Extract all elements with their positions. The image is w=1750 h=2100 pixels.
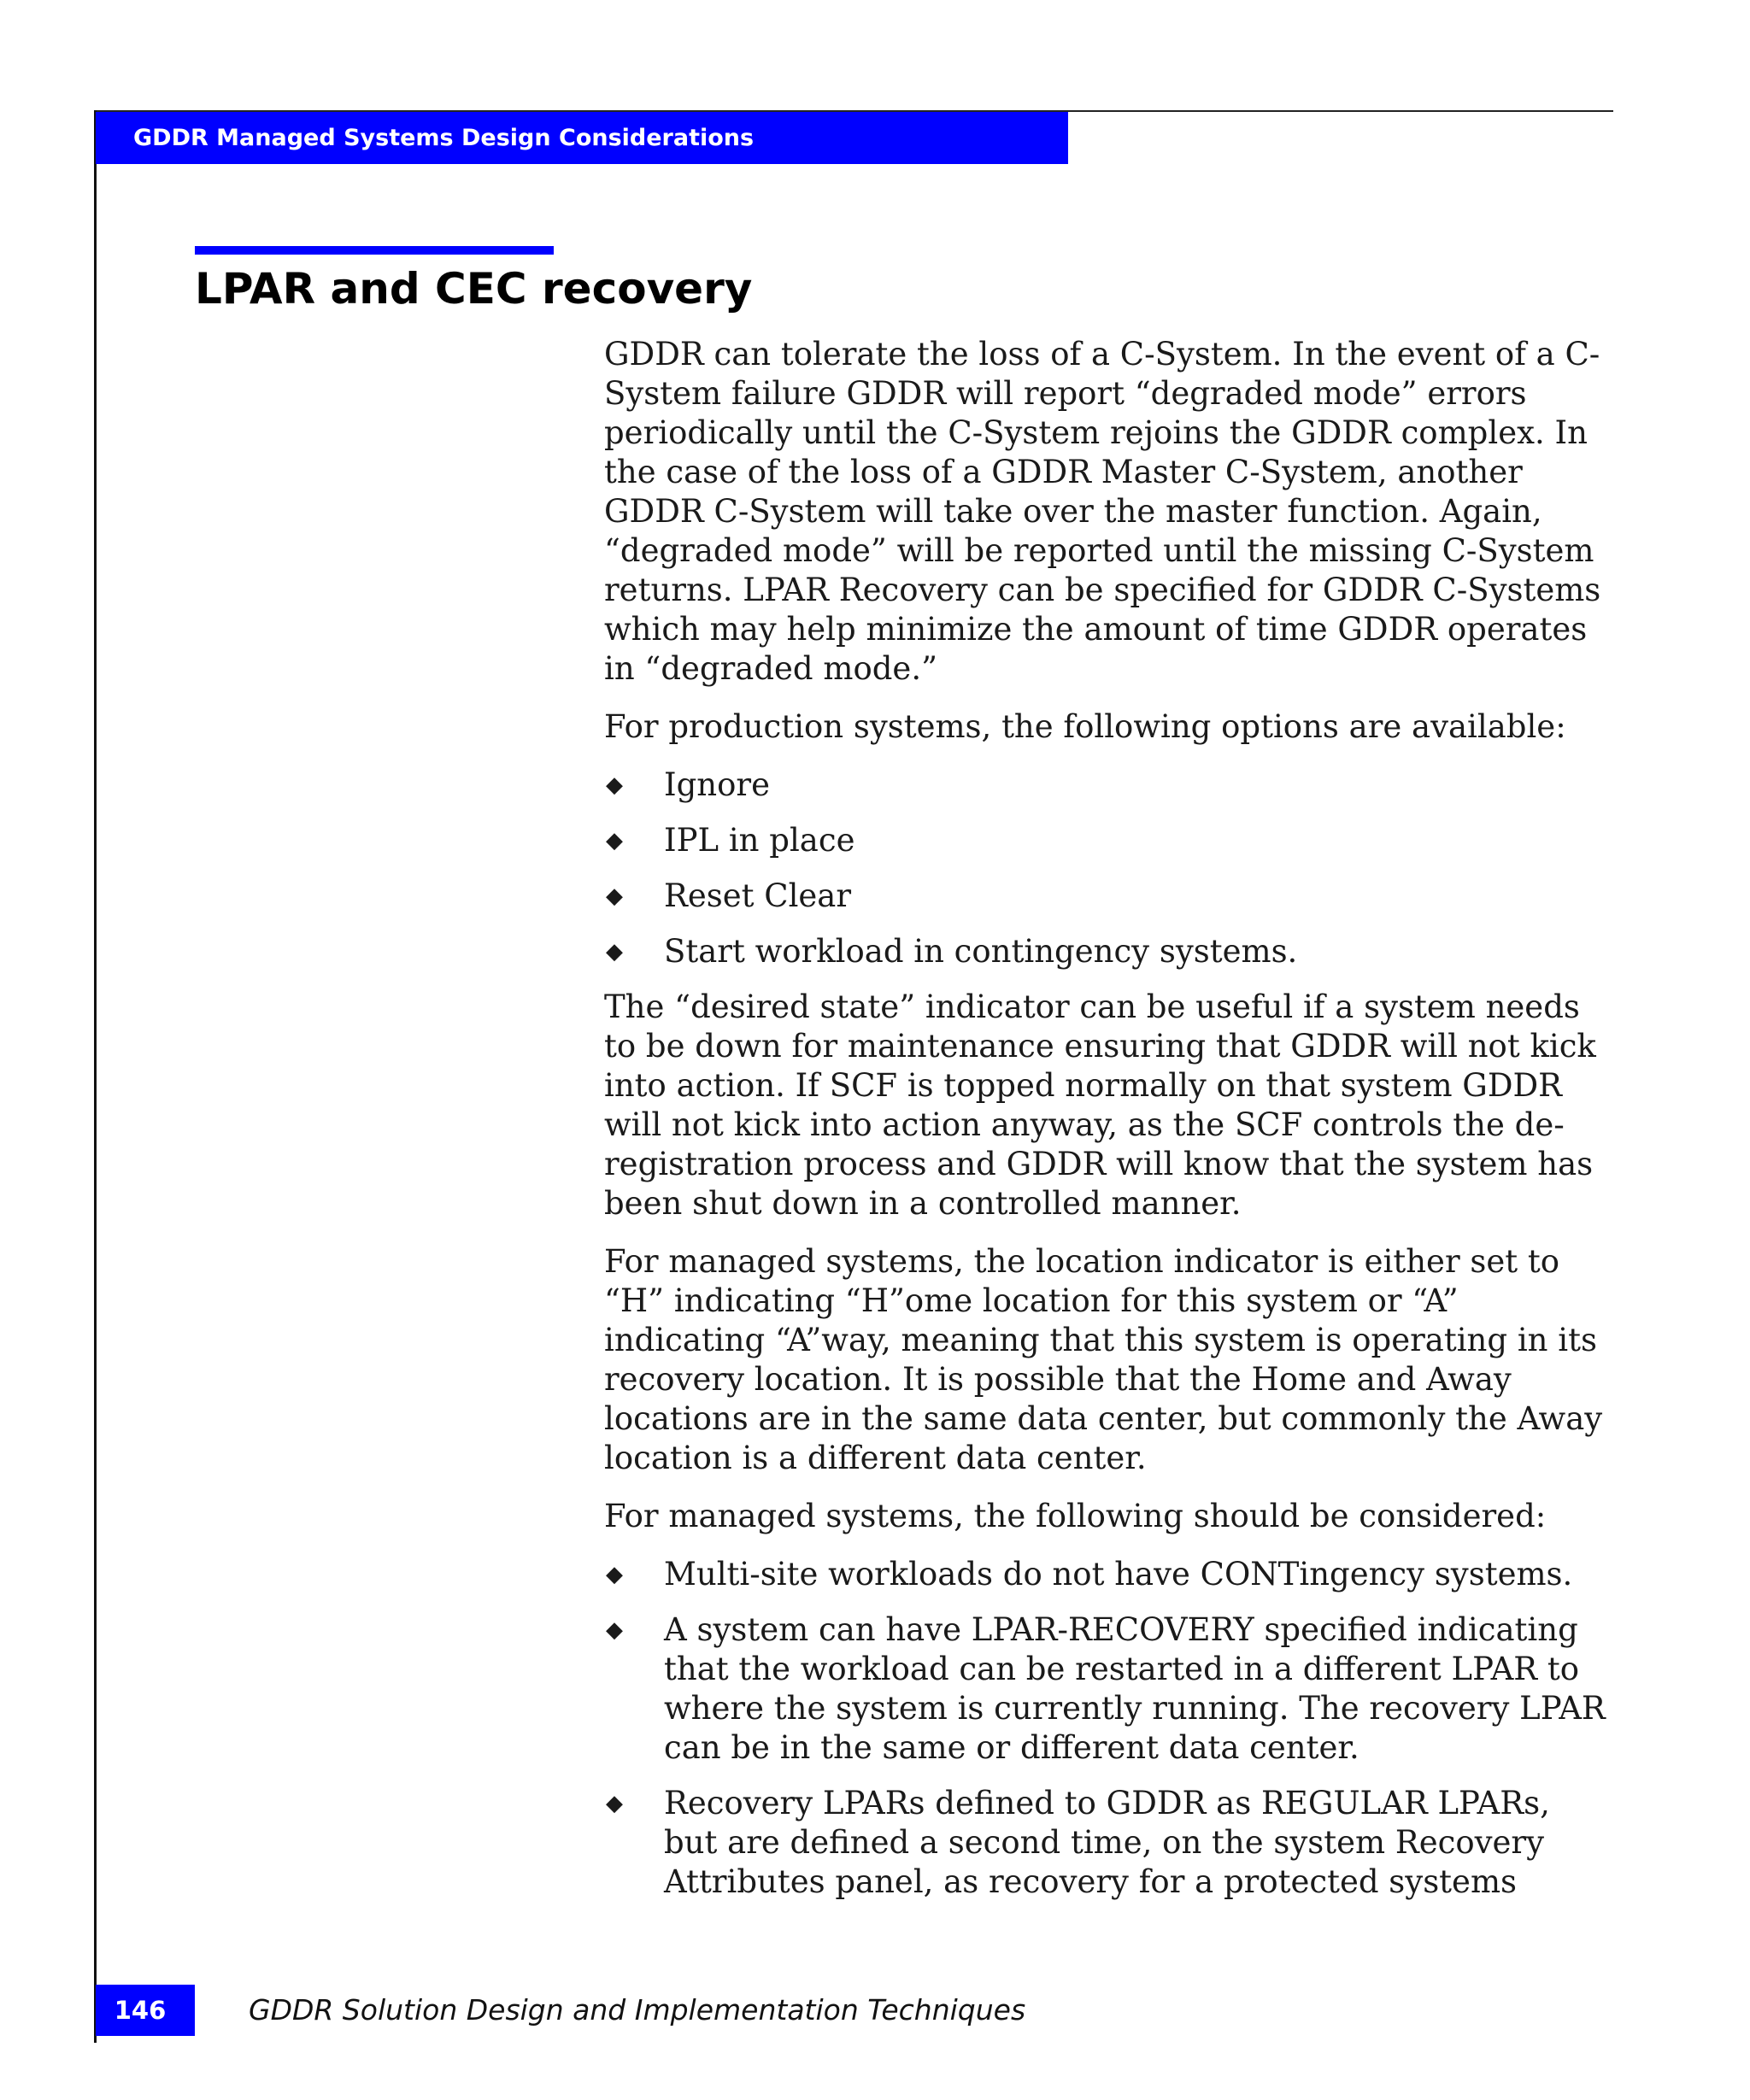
list-item — [604, 1555, 1612, 1594]
section-title: LPAR and CEC recovery — [195, 264, 753, 314]
diamond-bullet-icon: ◆ — [606, 772, 623, 798]
diamond-bullet-icon: ◆ — [606, 883, 623, 909]
list-item-text: IPL in place — [664, 822, 855, 859]
left-margin-rule — [94, 110, 97, 2043]
paragraph: For managed systems, the location indicator is either set to “H” indicating “H”ome location for this system or “A” indicating “A”way, meaning that this system is operating in its recovery location. It is possible that the Home and Away locations are in the same data center, but commonly the Away location is a different data center. — [604, 1243, 1603, 1476]
paragraph: GDDR can tolerate the loss of a C-System. In the event of a C-System failure GDDR will report “degraded mode” errors periodically until the C-System rejoins the GDDR complex. In the case of the loss of a GDDR Master C-System, another GDDR C-System will take over the master function. Again, “degraded mode” will be reported until the missing C-System returns. LPAR Recovery can be specified for GDDR C-Systems which may help minimize the amount of time GDDR operates in “degraded mode.” — [604, 336, 1601, 687]
list-item-text: Start workload in contingency systems. — [664, 933, 1298, 970]
diamond-bullet-icon: ◆ — [606, 1791, 623, 1816]
list-item-text: Recovery LPARs defined to GDDR as REGULAR LPARs, but are defined a second time, on the system Recovery Attributes panel, as recovery for a protected systems — [664, 1785, 1550, 1900]
diamond-bullet-icon: ◆ — [606, 1617, 623, 1643]
footer-book-title: GDDR Solution Design and Implementation Techniques — [249, 1993, 1026, 2027]
list-item — [604, 1610, 1612, 1768]
production-options-list — [604, 766, 1612, 971]
paragraph: The “desired state” indicator can be useful if a system needs to be down for maintenance ensuring that GDDR will not kick into action. If SCF is topped normally on that system GDDR will not kick into action anyway, as the SCF controls the de-registration process and GDDR will know that the system has been shut down in a controlled manner. — [604, 988, 1596, 1222]
list-item — [604, 877, 1612, 916]
chapter-header: GDDR Managed Systems Design Considerations — [96, 112, 1068, 164]
diamond-bullet-icon: ◆ — [606, 1562, 623, 1587]
body-content — [604, 335, 1612, 1918]
list-item-text: Multi-site workloads do not have CONTingency systems. — [664, 1556, 1573, 1593]
list-item-text: Reset Clear — [664, 877, 852, 914]
list-item — [604, 1784, 1612, 1902]
list-item-text: Ignore — [664, 766, 770, 803]
managed-systems-list — [604, 1555, 1612, 1902]
paragraph: For production systems, the following options are available: — [604, 708, 1566, 745]
list-item — [604, 766, 1612, 805]
list-item — [604, 932, 1612, 971]
list-item — [604, 821, 1612, 860]
list-item-text: A system can have LPAR-RECOVERY specified indicating that the workload can be restarted in a different LPAR to where the system is currently running. The recovery LPAR can be in the same or different data center. — [664, 1611, 1606, 1766]
section-title-accent — [195, 246, 554, 255]
diamond-bullet-icon: ◆ — [606, 828, 623, 853]
page-number: 146 — [96, 1985, 195, 2036]
paragraph: For managed systems, the following should be considered: — [604, 1498, 1547, 1534]
diamond-bullet-icon: ◆ — [606, 939, 623, 965]
